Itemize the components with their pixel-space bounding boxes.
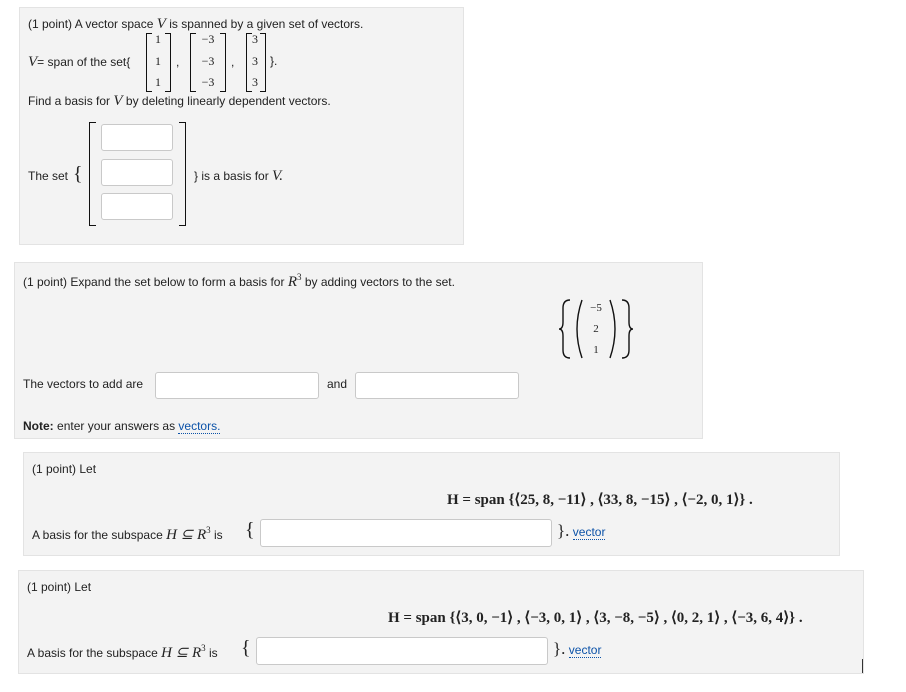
vectors-help-link[interactable]: vectors. bbox=[178, 419, 221, 433]
problem-1-intro-var: V bbox=[156, 16, 166, 32]
problem-4-intro: (1 point) Let bbox=[27, 580, 92, 594]
problem-4-vector-help-link[interactable]: vector bbox=[568, 643, 602, 657]
problem-2-intro-post: by adding vectors to the set. bbox=[304, 275, 455, 289]
problem-1-instruction bbox=[28, 93, 331, 110]
answer-matrix-left-bracket bbox=[89, 122, 96, 226]
note-text: enter your answers as bbox=[57, 419, 176, 433]
and-label: and bbox=[327, 377, 348, 391]
problem-4-is: is bbox=[209, 646, 218, 660]
basis-answer-label: The set bbox=[28, 169, 69, 183]
problem-3-is: is bbox=[214, 528, 223, 542]
problem-3-vector-help-link[interactable]: vector bbox=[572, 525, 606, 539]
vector-1-entry-3: 1 bbox=[155, 75, 161, 89]
problem-1-intro-rest: is spanned by a given set of vectors. bbox=[169, 17, 364, 31]
vector-to-add-input-1[interactable] bbox=[155, 372, 319, 399]
instruction-var: V bbox=[113, 93, 123, 109]
given-vector-entry-2: 2 bbox=[593, 323, 599, 335]
problem-2-intro-var bbox=[288, 274, 302, 290]
vector-2-entry-1: −3 bbox=[201, 32, 215, 46]
span-definition bbox=[28, 54, 130, 71]
r-exponent: 3 bbox=[296, 272, 302, 282]
vector-separator-2: , bbox=[231, 55, 235, 69]
vector-1-entry-1: 1 bbox=[155, 32, 161, 46]
basis-answer-input-2[interactable] bbox=[101, 159, 173, 186]
problem-3-basis-input[interactable] bbox=[260, 519, 552, 547]
basis-answer-input-3[interactable] bbox=[101, 193, 173, 220]
vector-3-entry-3: 3 bbox=[252, 75, 258, 89]
problem-3-close-brace: }. bbox=[557, 521, 570, 540]
problem-3-close bbox=[557, 521, 605, 541]
problem-3-intro: (1 point) Let bbox=[32, 462, 97, 476]
problem-3-basis-pre: A basis for the subspace bbox=[32, 528, 163, 542]
instruction-pre: Find a basis for bbox=[28, 94, 111, 108]
basis-close-text: } is a basis for bbox=[194, 169, 269, 183]
problem-2-intro-pre: (1 point) Expand the set below to form a basis for bbox=[23, 275, 285, 289]
problem-4-close bbox=[553, 639, 601, 659]
problem-2-note bbox=[23, 419, 220, 433]
problem-4-subset-expr: H ⊆ R bbox=[161, 645, 202, 661]
problem-4-basis-pre: A basis for the subspace bbox=[27, 646, 158, 660]
problem-1-intro bbox=[28, 16, 363, 33]
instruction-post: by deleting linearly dependent vectors. bbox=[125, 94, 331, 108]
span-close-brace: }. bbox=[270, 54, 278, 68]
vector-separator-1: , bbox=[176, 55, 180, 69]
problem-4-open-brace: { bbox=[241, 637, 251, 659]
problem-4-close-brace: }. bbox=[553, 639, 566, 658]
vector-3-entry-2: 3 bbox=[252, 54, 258, 68]
span-lhs-rest: = span of the set{ bbox=[37, 55, 131, 69]
note-bold-label: Note: bbox=[23, 419, 54, 433]
vector-1-entry-2: 1 bbox=[155, 54, 161, 68]
text-cursor bbox=[862, 659, 863, 673]
given-vector-entry-1: −5 bbox=[590, 302, 602, 314]
answer-matrix-right-bracket bbox=[179, 122, 186, 226]
problem-4-basis-input[interactable] bbox=[256, 637, 548, 665]
vector-2-entry-3: −3 bbox=[201, 75, 215, 89]
vector-2-right-bracket bbox=[220, 33, 226, 92]
problem-4-basis-prompt bbox=[27, 643, 218, 662]
basis-close-var: V. bbox=[272, 168, 284, 184]
vector-3-right-bracket bbox=[260, 33, 266, 92]
given-vector-entry-3: 1 bbox=[593, 344, 599, 356]
problem-3-equation: H = span {⟨25, 8, −11⟩ , ⟨33, 8, −15⟩ , ⟨−2, 0, 1⟩} . bbox=[447, 492, 753, 508]
problem-3-open-brace: { bbox=[245, 519, 255, 541]
problem-2-intro bbox=[23, 272, 455, 291]
vector-3-entry-1: 3 bbox=[252, 32, 258, 46]
problem-3-subspace-math bbox=[166, 527, 211, 543]
basis-open-brace: { bbox=[73, 163, 83, 185]
problem-1-panel bbox=[19, 7, 464, 245]
problem-4-subspace-math bbox=[161, 645, 206, 661]
vectors-to-add-label: The vectors to add are bbox=[23, 377, 144, 391]
basis-answer-input-1[interactable] bbox=[101, 124, 173, 151]
r-symbol: R bbox=[287, 274, 297, 290]
problem-3-basis-prompt bbox=[32, 525, 223, 544]
problem-3-subset-expr: H ⊆ R bbox=[166, 527, 207, 543]
problem-4-exponent: 3 bbox=[201, 643, 206, 653]
problem-1-intro-points: (1 point) A vector space bbox=[28, 17, 154, 31]
problem-3-exponent: 3 bbox=[206, 525, 211, 535]
vector-2-entry-2: −3 bbox=[201, 54, 215, 68]
vector-to-add-input-2[interactable] bbox=[355, 372, 519, 399]
problem-4-equation: H = span {⟨3, 0, −1⟩ , ⟨−3, 0, 1⟩ , ⟨3, −8, −5⟩ , ⟨0, 2, 1⟩ , ⟨−3, 6, 4⟩} . bbox=[388, 610, 803, 626]
span-lhs-var: V bbox=[28, 54, 38, 70]
vector-1-right-bracket bbox=[165, 33, 171, 92]
basis-closing-text bbox=[194, 168, 283, 185]
